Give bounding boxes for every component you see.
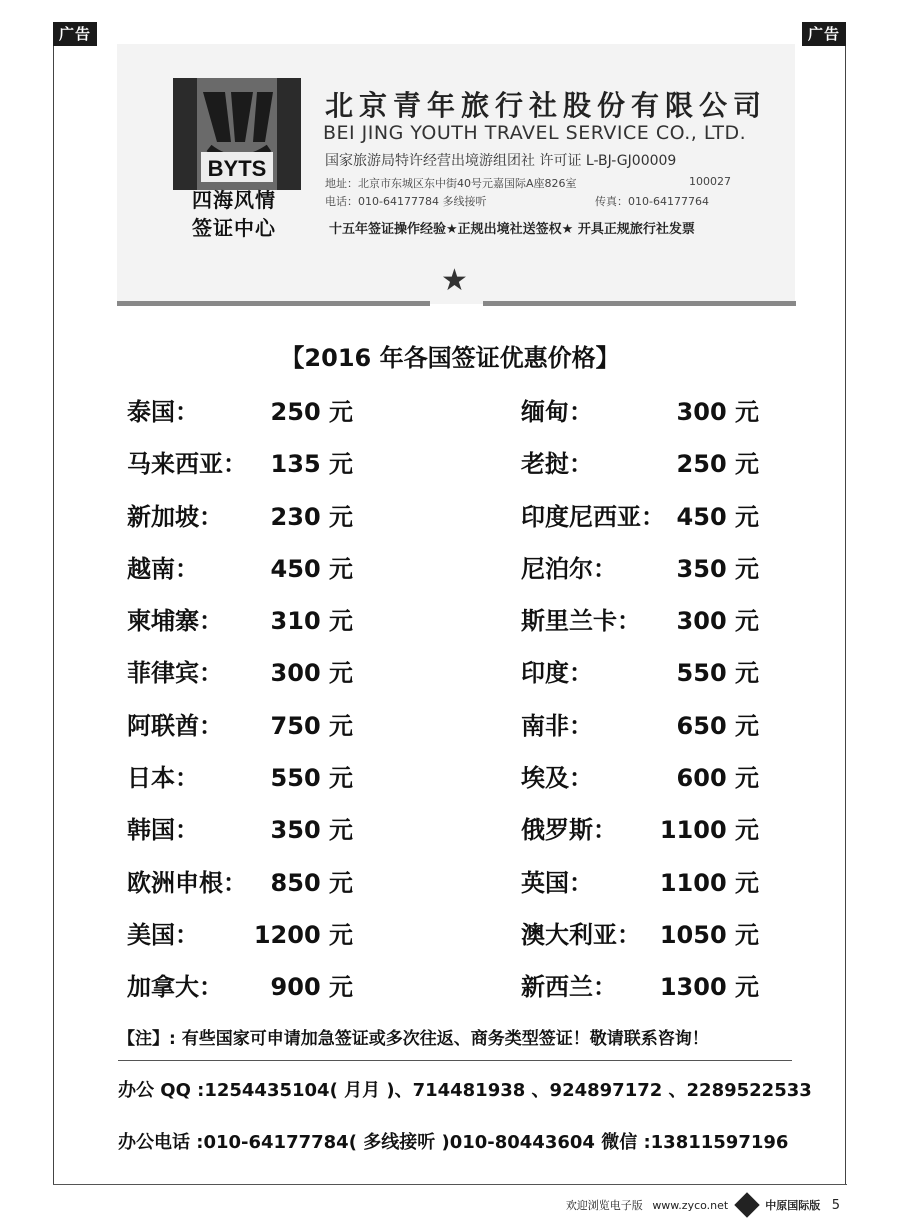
price-row [521, 915, 759, 967]
logo-subtitle-line-1: 四海风情 [192, 188, 276, 212]
footer-site: www.zyco.net [652, 1198, 729, 1212]
visa-price: 350 元 [676, 554, 759, 583]
note-text: 【注】: 有些国家可申请加急签证或多次往返、商务类型签证！敬请联系咨询！ [118, 1029, 709, 1049]
footer-divider [53, 1184, 847, 1185]
country-name: 南非： [521, 711, 593, 740]
logo-text: BYTS [207, 156, 267, 181]
page-title: 【2016 年各国签证优惠价格】 [280, 344, 620, 372]
country-name: 印度： [521, 659, 593, 688]
visa-price: 1300 元 [659, 973, 759, 1002]
country-name: 澳大利亚： [521, 920, 641, 949]
visa-price: 1100 元 [659, 816, 759, 845]
price-row [521, 497, 759, 549]
price-row [127, 549, 353, 601]
frame-line-left [53, 46, 54, 1184]
country-name: 缅甸： [521, 398, 593, 426]
price-list-right [521, 392, 759, 1020]
country-name: 斯里兰卡： [521, 607, 641, 636]
byts-logo-icon [173, 78, 301, 190]
country-name: 印度尼西亚： [521, 502, 665, 531]
price-row [127, 497, 353, 549]
visa-price: 550 元 [270, 764, 353, 793]
country-name: 新加坡： [127, 502, 223, 531]
visa-price: 250 元 [270, 398, 353, 426]
country-name: 加拿大： [127, 973, 223, 1002]
visa-price: 300 元 [676, 607, 759, 636]
divider-left [117, 301, 430, 306]
price-row [521, 653, 759, 705]
license-info: 国家旅游局特许经营出境游组团社 许可证 L-BJ-GJ00009 [325, 153, 677, 169]
country-name: 泰国： [127, 398, 199, 426]
visa-price: 1100 元 [659, 868, 759, 897]
price-row [521, 549, 759, 601]
visa-price: 650 元 [676, 711, 759, 740]
country-name: 阿联酋： [127, 711, 223, 740]
visa-price: 300 元 [270, 659, 353, 688]
ad-tag-left: 广告 [53, 22, 97, 46]
page-number: 5 [831, 1197, 840, 1213]
visa-price: 450 元 [676, 502, 759, 531]
logo-subtitle [169, 186, 299, 242]
country-name: 马来西亚： [127, 450, 247, 479]
country-name: 尼泊尔： [521, 554, 617, 583]
price-row [127, 915, 353, 967]
country-name: 埃及： [521, 764, 593, 793]
company-fax: 传真：010-64177764 [595, 195, 709, 208]
country-name: 新西兰： [521, 973, 617, 1002]
price-row [521, 601, 759, 653]
visa-price: 600 元 [676, 764, 759, 793]
visa-price: 1200 元 [253, 920, 353, 949]
star-icon: ★ [441, 263, 468, 298]
country-name: 老挝： [521, 450, 593, 479]
country-name: 欧洲申根： [127, 868, 247, 897]
visa-price: 550 元 [676, 659, 759, 688]
price-row [127, 758, 353, 810]
price-row [127, 706, 353, 758]
price-row [521, 444, 759, 496]
visa-price: 850 元 [270, 868, 353, 897]
country-name: 越南： [127, 554, 199, 583]
office-qq: 办公 QQ :1254435104( 月月 )、714481938 、924897172 、2289522533 [118, 1080, 812, 1101]
company-zipcode: 100027 [689, 175, 731, 188]
price-row [521, 392, 759, 444]
visa-price: 900 元 [270, 973, 353, 1002]
visa-price: 350 元 [270, 816, 353, 845]
country-name: 英国： [521, 868, 593, 897]
company-name-cn: 北京青年旅行社股份有限公司 [325, 89, 768, 122]
visa-price: 1050 元 [659, 920, 759, 949]
visa-price: 450 元 [270, 554, 353, 583]
company-tel: 电话：010-64177784 多线接听 [325, 195, 487, 208]
price-row [521, 810, 759, 862]
frame-line-right [845, 46, 846, 1184]
publication-logo-icon [734, 1192, 759, 1217]
country-name: 美国： [127, 920, 199, 949]
logo-subtitle-line-2: 签证中心 [192, 216, 276, 240]
office-phone: 办公电话 :010-64177784( 多线接听 )010-80443604 微信 :13811597196 [118, 1132, 789, 1153]
country-name: 菲律宾： [127, 659, 223, 688]
country-name: 柬埔寨： [127, 607, 223, 636]
price-row [127, 863, 353, 915]
company-address: 地址：北京市东城区东中街40号元嘉国际A座826室 [325, 177, 577, 190]
footer-welcome: 欢迎浏览电子版 [565, 1199, 643, 1212]
visa-price: 230 元 [270, 502, 353, 531]
footer-edition: 中原国际版 [765, 1199, 821, 1212]
country-name: 俄罗斯： [521, 816, 617, 845]
company-slogan: 十五年签证操作经验★正规出境社送签权★ 开具正规旅行社发票 [329, 222, 695, 237]
price-row [127, 653, 353, 705]
price-row [521, 706, 759, 758]
visa-price: 750 元 [270, 711, 353, 740]
price-row [127, 967, 353, 1019]
price-row [521, 758, 759, 810]
ad-tag-right: 广告 [802, 22, 846, 46]
visa-price: 300 元 [676, 398, 759, 426]
note-divider [118, 1060, 792, 1061]
price-row [127, 810, 353, 862]
country-name: 韩国： [127, 816, 199, 845]
country-name: 日本： [127, 764, 199, 793]
visa-price: 250 元 [676, 450, 759, 479]
price-list-left [127, 392, 353, 1020]
divider-right [483, 301, 796, 306]
price-row [127, 444, 353, 496]
price-row [127, 601, 353, 653]
company-name-en: BEI JING YOUTH TRAVEL SERVICE CO., LTD. [323, 122, 747, 144]
visa-price: 135 元 [270, 450, 353, 479]
visa-price: 310 元 [270, 607, 353, 636]
price-row [521, 863, 759, 915]
price-row [521, 967, 759, 1019]
page-footer [566, 1196, 840, 1214]
price-row [127, 392, 353, 444]
